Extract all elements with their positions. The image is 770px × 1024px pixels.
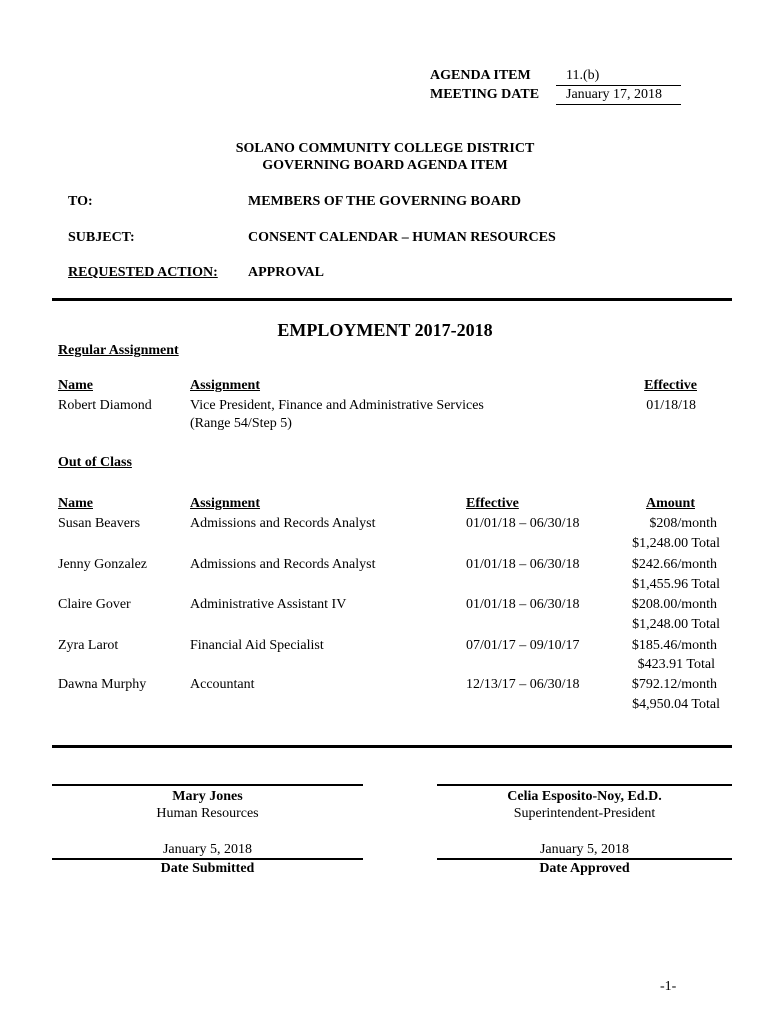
signer-name-left: Mary Jones (172, 789, 243, 804)
table-row-assignment: Admissions and Records Analyst (190, 557, 376, 572)
table-row-total-amount: $1,248.00 Total (632, 617, 720, 632)
agenda-item-underline (556, 85, 681, 86)
date-submitted-label: Date Submitted (160, 861, 255, 876)
table-row-name: Dawna Murphy (58, 677, 147, 692)
signature-line-left (52, 784, 363, 786)
regular-assignment-heading: Regular Assignment (58, 343, 179, 358)
ooc-name-header: Name (58, 496, 93, 511)
regular-row-assignment: Vice President, Finance and Administrative Services (190, 398, 484, 413)
date-line-left (52, 858, 363, 860)
ooc-amount-header: Amount (645, 496, 695, 511)
signature-line-right (437, 784, 732, 786)
table-row-effective: 01/01/18 – 06/30/18 (466, 557, 580, 572)
requested-action-value: APPROVAL (248, 265, 324, 280)
requested-action-label: REQUESTED ACTION: (68, 265, 218, 280)
table-divider (52, 745, 732, 748)
table-row-monthly-amount: $185.46/month (631, 638, 717, 653)
subject-label: SUBJECT: (68, 230, 135, 245)
to-label: TO: (68, 194, 93, 209)
table-row-effective: 01/01/18 – 06/30/18 (466, 516, 580, 531)
table-row-assignment: Admissions and Records Analyst (190, 516, 376, 531)
table-row-name: Claire Gover (58, 597, 131, 612)
meeting-date-underline (556, 104, 681, 105)
table-row-effective: 01/01/18 – 06/30/18 (466, 597, 580, 612)
regular-row-assignment-range: (Range 54/Step 5) (190, 416, 292, 431)
date-approved-value: January 5, 2018 (539, 842, 630, 857)
section-title: EMPLOYMENT 2017-2018 (277, 320, 493, 340)
meeting-date-value: January 17, 2018 (566, 87, 663, 102)
signer-title-right: Superintendent-President (513, 806, 656, 821)
regular-row-effective: 01/18/18 (646, 398, 696, 413)
page-number: -1- (660, 979, 677, 994)
table-row-total-amount: $1,248.00 Total (632, 536, 720, 551)
table-row-total-amount: $423.91 Total (637, 657, 715, 672)
to-value: MEMBERS OF THE GOVERNING BOARD (248, 194, 522, 209)
subject-value: CONSENT CALENDAR – HUMAN RESOURCES (248, 230, 556, 245)
table-row-name: Susan Beavers (58, 516, 141, 531)
date-submitted-value: January 5, 2018 (162, 842, 253, 857)
table-row-effective: 07/01/17 – 09/10/17 (466, 638, 580, 653)
table-row-assignment: Financial Aid Specialist (190, 638, 324, 653)
date-line-right (437, 858, 732, 860)
regular-assignment-header: Assignment (190, 378, 261, 393)
table-row-assignment: Accountant (190, 677, 255, 692)
table-row-effective: 12/13/17 – 06/30/18 (466, 677, 580, 692)
out-of-class-heading: Out of Class (58, 455, 132, 470)
signer-name-right: Celia Esposito-Noy, Ed.D. (507, 789, 662, 804)
agenda-item-value: 11.(b) (566, 68, 600, 83)
header-divider (52, 298, 732, 301)
table-row-monthly-amount: $242.66/month (631, 557, 717, 572)
table-row-total-amount: $1,455.96 Total (632, 577, 720, 592)
meeting-date-label: MEETING DATE (430, 87, 540, 102)
table-row-monthly-amount: $792.12/month (631, 677, 717, 692)
ooc-effective-header: Effective (466, 496, 519, 511)
table-row-total-amount: $4,950.04 Total (632, 697, 720, 712)
date-approved-label: Date Approved (539, 861, 630, 876)
district-title: SOLANO COMMUNITY COLLEGE DISTRICT (235, 141, 535, 156)
table-row-name: Zyra Larot (58, 638, 119, 653)
signer-title-left: Human Resources (156, 806, 259, 821)
agenda-item-title: GOVERNING BOARD AGENDA ITEM (262, 158, 508, 173)
table-row-name: Jenny Gonzalez (58, 557, 148, 572)
ooc-assignment-header: Assignment (190, 496, 261, 511)
regular-effective-header: Effective (644, 378, 697, 393)
table-row-monthly-amount: $208.00/month (631, 597, 717, 612)
regular-name-header: Name (58, 378, 93, 393)
agenda-item-label: AGENDA ITEM (430, 68, 531, 83)
table-row-assignment: Administrative Assistant IV (190, 597, 347, 612)
regular-row-name: Robert Diamond (58, 398, 152, 413)
table-row-monthly-amount: $208/month (649, 516, 717, 531)
